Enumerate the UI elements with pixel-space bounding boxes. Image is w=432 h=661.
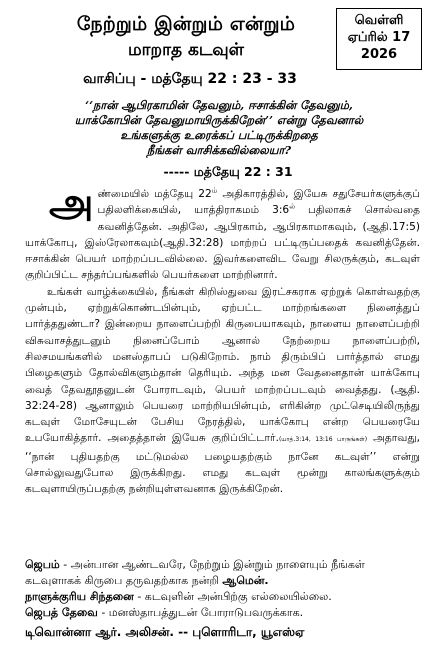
page-subtitle: மாறாத கடவுள் bbox=[127, 40, 245, 60]
quote-line: உங்களுக்கு உரைக்கப் பட்டிருக்கிறதை bbox=[120, 128, 318, 142]
superscript: ம் bbox=[211, 186, 218, 195]
quote-line: நீங்கள் வாசிக்கவில்லையா? bbox=[146, 143, 292, 157]
dropcap-letter: அ bbox=[49, 179, 94, 226]
scripture-note: (யாத்.3:14, 13:16 பாருங்கள்) bbox=[278, 436, 368, 444]
quote-line: யாக்கோபின் தேவனுமாயிருக்கிறேன்’’ என்று தேவனால் bbox=[74, 113, 364, 127]
superscript: ல் bbox=[289, 202, 295, 211]
paragraph-1-text: பதிலாகச் சொல்வதை கவனித்தேன். அதிலே, ஆபிரகாம், ஆபிரகாமாகவும், (ஆதி.17:5) யாக்கோபு, இஸ்ரேலாகவும்(ஆதி.32:28) மாற்றப் பட்டிருப்பதைக் கவனித்தேன். ஈசாக்கின் பெயர் மாற்றப்படவில்லை. இவர்களைவிட வேறு சிலருக்கும், கடவுள் குறிப்பிட்ட சந்தர்ப்பங்களில் பெயர்களை மாற்றினார். bbox=[25, 204, 420, 282]
prayer bbox=[25, 557, 420, 589]
prayer-text: - அன்பான ஆண்டவரே, நேற்றும் இன்றும் நாளையும் நீங்கள் கடவுளாகக் கிருபை தருவதற்காக நன்றி bbox=[25, 558, 365, 587]
paragraph-1-text: அதிகாரத்தில், இயேசு சதுசேயர்களுக்குப் பதிலளிக்கையில், யாத்திராகமம் 3:6 bbox=[97, 188, 421, 217]
thought-text: - கடவுளின் அன்பிற்கு எல்லையில்லை. bbox=[133, 590, 332, 603]
devotional-body bbox=[25, 179, 421, 498]
page-title: நேற்றும் இன்றும் என்றும் bbox=[76, 13, 296, 35]
date-day: வெள்ளி bbox=[354, 13, 404, 28]
thought-for-day bbox=[25, 589, 420, 605]
paragraph-2-text: உங்கள் வாழ்க்கையில், நீங்கள் கிறிஸ்துவை இரட்சகராக ஏற்றுக் கொள்வதற்கு முன்பும், ஏற்றுக்கொண்டபின்பும், ஏற்பட்ட மாற்றங்களை நினைத்துப் பார்த்ததுண்டா? இன்றைய நாளைப்பற்றி கிருபையாகவும், நாளைய நாளைப்பற்றி விசுவாசத்துடனும் நினைப்போம் ஆனால் நேற்றைய நாளைப்பற்றி, சிலசமயங்களில் மனஸ்தாபப் படுகிறோம். நாம் திரும்பிப் பார்த்தால் எமது பிழைகளும் தோல்விகளும்தான் தெரியும். அந்த மன வேதனைதான் யாக்கோபு வைத் தேவதூதனுடன் போராடவும், பெயர் மாற்றப்படவும் வைத்தது. (ஆதி. 32:24-28) ஆனாலும் பெயரை மாற்றியபின்பும், எரிகின்ற முட்செடியிலிருந்து கடவுள் மோசேயுடன் பேசிய நேரத்தில், யாக்கோபு என்ற பெயரையே உபயோகித்தார். அதைத்தான் இயேசு குறிப்பிட்டார். bbox=[25, 285, 420, 445]
paragraph-1 bbox=[25, 179, 421, 284]
paragraph-2 bbox=[25, 284, 420, 498]
paragraph-2-text: அதாவது, ‘‘நான் புதியதற்கு மட்டுமல்ல பழையதற்கும் நானே கடவுள்’’ என்று சொல்லுவதுபோல இருக்கிறது. எமது கடவுள் மூன்று காலங்களுக்கும் கடவுளாயிருப்பதற்கு நன்றியுள்ளவனாக இருக்கிறேன். bbox=[25, 432, 420, 496]
footer bbox=[25, 557, 420, 640]
quote-line: ‘‘நான் ஆபிரகாமின் தேவனும், ஈசாக்கின் தேவனும், bbox=[85, 98, 353, 112]
reading-reference: வாசிப்பு - மத்தேயு 22 : 23 - 33 bbox=[83, 71, 297, 87]
thought-label: நாளுக்குரிய சிந்தனை bbox=[25, 590, 134, 603]
prayer-need-text: - மனஸ்தாபத்துடன் போராடுபவருக்காக. bbox=[97, 606, 304, 619]
key-verse-reference: ----- மத்தேயு 22 : 31 bbox=[163, 164, 293, 179]
prayer-label: ஜெபம் bbox=[25, 558, 60, 571]
date-year: 2026 bbox=[360, 47, 398, 62]
paragraph-1-text: ண்மையில் மத்தேயு 22 bbox=[97, 188, 212, 200]
date-box bbox=[336, 8, 422, 70]
key-verse-quote bbox=[24, 98, 414, 158]
prayer-need bbox=[25, 605, 420, 621]
author-line: டிவொன்னா ஆர். அலிசன். -- புளொரிடா, யூஎஸ்ஏ bbox=[25, 625, 305, 639]
date-month-day: ஏப்ரில் 17 bbox=[347, 30, 411, 45]
prayer-need-label: ஜெபத் தேவை bbox=[25, 606, 98, 619]
prayer-amen: ஆமென். bbox=[222, 574, 269, 587]
title-block bbox=[36, 12, 336, 62]
